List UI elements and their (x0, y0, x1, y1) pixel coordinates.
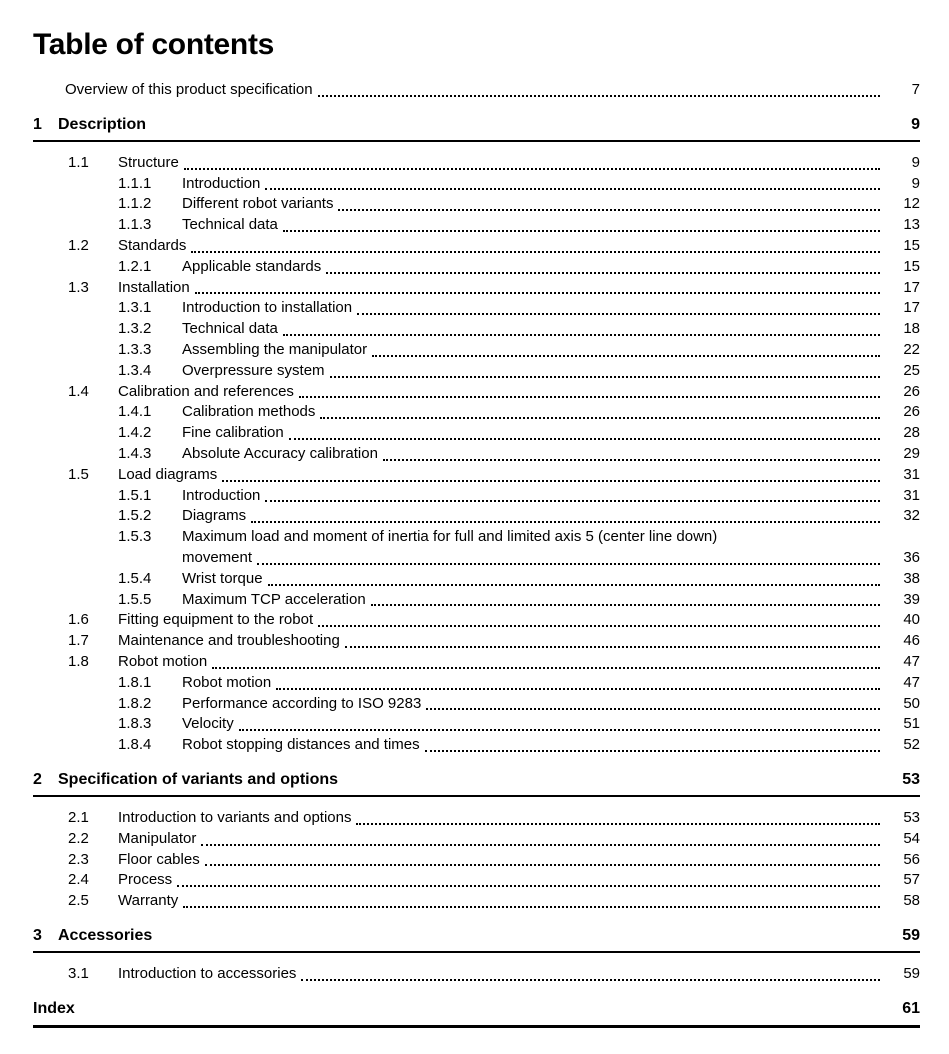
page-number: 50 (903, 694, 920, 712)
toc-entry-2-2[interactable] (33, 829, 920, 850)
page-number: 32 (903, 507, 920, 525)
toc-entry-3-1[interactable] (33, 964, 920, 985)
dot-leader (301, 979, 880, 981)
entry-title: Accessories (58, 926, 153, 944)
dot-leader (251, 521, 880, 523)
dot-leader (357, 313, 880, 315)
page-number: 40 (903, 611, 920, 629)
toc-entry-overview[interactable] (33, 80, 920, 101)
page-number: 12 (903, 195, 920, 213)
page-number: 46 (903, 632, 920, 650)
dot-leader (184, 168, 880, 170)
dot-leader (320, 417, 880, 419)
page-number: 26 (903, 382, 920, 400)
entry-number: 1.8.2 (118, 694, 152, 712)
entry-title: Warranty (118, 892, 179, 910)
entry-number: 1.3.4 (118, 361, 152, 379)
entry-number: 3 (33, 926, 42, 944)
entry-title: Installation (118, 278, 190, 296)
entry-number: 1.2 (68, 236, 89, 254)
dot-leader (239, 729, 880, 731)
page-number: 13 (903, 216, 920, 234)
entry-number: 1.5 (68, 465, 89, 483)
toc-entry-index[interactable] (33, 999, 920, 1028)
entry-number: 1.5.5 (118, 590, 152, 608)
toc-entry-1-1[interactable] (33, 153, 920, 174)
chapter-3-entries (33, 953, 920, 985)
dot-leader (338, 209, 880, 211)
dot-leader (177, 885, 880, 887)
entry-title: Manipulator (118, 829, 197, 847)
toc-entry-1-2-1[interactable] (33, 257, 920, 278)
toc-entry-1-1-1[interactable] (33, 174, 920, 195)
dot-leader (326, 272, 880, 274)
page-number: 59 (903, 964, 920, 982)
dot-leader (371, 604, 880, 606)
page-number: 53 (902, 770, 920, 788)
toc-entry-1-5-4[interactable] (33, 569, 920, 590)
entry-title: Introduction to accessories (118, 964, 297, 982)
entry-number: 1 (33, 115, 42, 133)
entry-title: Performance according to ISO 9283 (182, 694, 422, 712)
entry-title: Robot stopping distances and times (182, 736, 420, 754)
dot-leader (283, 334, 880, 336)
page-number: 9 (911, 174, 920, 192)
dot-leader (330, 376, 880, 378)
entry-title: Specification of variants and options (58, 770, 339, 788)
entry-title: Load diagrams (118, 465, 218, 483)
page-number: 7 (911, 81, 920, 98)
toc-entry-2-3[interactable] (33, 850, 920, 871)
entry-number: 1.3 (68, 278, 89, 296)
toc-entry-2-1[interactable] (33, 808, 920, 829)
entry-number: 1.8 (68, 652, 89, 670)
page-number: 15 (903, 236, 920, 254)
toc-entry-1-1-3[interactable] (33, 215, 920, 236)
toc-entry-1-8-3[interactable] (33, 714, 920, 735)
entry-title: Structure (118, 153, 179, 171)
entry-title: Floor cables (118, 850, 200, 868)
toc-entry-1-6[interactable] (33, 610, 920, 631)
entry-number: 1.8.4 (118, 736, 152, 754)
toc-entry-1-4[interactable] (33, 382, 920, 403)
entry-title: Technical data (182, 320, 278, 338)
toc-entry-2-5[interactable] (33, 891, 920, 912)
entry-number: 1.8.3 (118, 715, 152, 733)
entry-title: Velocity (182, 715, 234, 733)
dot-leader (212, 667, 880, 669)
toc-entry-1-1-2[interactable] (33, 194, 920, 215)
page-number: 61 (902, 999, 920, 1017)
page-number: 52 (903, 736, 920, 754)
entry-title: Maximum load and moment of inertia for full and limited axis 5 (center line down) (182, 528, 718, 546)
entry-number: 1.5.1 (118, 486, 152, 504)
toc-entry-1-5-2[interactable] (33, 506, 920, 527)
page-number: 9 (911, 153, 920, 171)
toc-entry-1-3-3[interactable] (33, 340, 920, 361)
toc-entry-1-7[interactable] (33, 631, 920, 652)
entry-title: Fine calibration (182, 424, 284, 442)
entry-number: 1.8.1 (118, 673, 152, 691)
dot-leader (191, 251, 880, 253)
entry-number: 1.4 (68, 382, 89, 400)
toc-entry-1-3[interactable] (33, 278, 920, 299)
dot-leader (268, 584, 880, 586)
entry-title: Calibration and references (118, 382, 294, 400)
dot-leader (265, 188, 880, 190)
toc-entry-1-3-4[interactable] (33, 361, 920, 382)
toc-entry-1-5-1[interactable] (33, 486, 920, 507)
page-number: 36 (903, 548, 920, 566)
entry-number: 1.3.3 (118, 340, 152, 358)
entry-number: 1.7 (68, 632, 89, 650)
entry-title: Introduction (182, 486, 261, 504)
entry-number: 2 (33, 770, 42, 788)
entry-title: Robot motion (118, 652, 208, 670)
page-number: 59 (902, 926, 920, 944)
dot-leader (345, 646, 880, 648)
entry-title: Technical data (182, 216, 278, 234)
dot-leader (276, 688, 880, 690)
entry-number: 1.1.1 (118, 174, 152, 192)
toc-entry-1-4-1[interactable] (33, 402, 920, 423)
dot-leader (195, 292, 880, 294)
page-number: 56 (903, 850, 920, 868)
entry-title: Fitting equipment to the robot (118, 611, 314, 629)
page-number: 53 (903, 808, 920, 826)
entry-number: 1.6 (68, 611, 89, 629)
page-number: 47 (903, 673, 920, 691)
dot-leader (283, 230, 880, 232)
dot-leader (257, 563, 880, 565)
entry-number: 2.3 (68, 850, 89, 868)
entry-title: Assembling the manipulator (182, 340, 368, 358)
entry-number: 1.5.4 (118, 569, 152, 587)
page-number: 58 (903, 892, 920, 910)
chapter-1-entries (33, 142, 920, 756)
page-number: 54 (903, 829, 920, 847)
entry-number: 1.1 (68, 153, 89, 171)
dot-leader (318, 95, 880, 97)
dot-leader (425, 750, 880, 752)
page-number: 38 (903, 569, 920, 587)
entry-title: Robot motion (182, 673, 272, 691)
entry-number: 2.2 (68, 829, 89, 847)
dot-leader (318, 625, 880, 627)
chapter-3-heading[interactable] (33, 926, 920, 953)
toc-chapter-3 (33, 926, 920, 985)
toc-list (33, 80, 920, 1028)
entry-number: 2.4 (68, 871, 89, 889)
entry-title: Maximum TCP acceleration (182, 590, 366, 608)
entry-title: movement (182, 548, 253, 566)
toc-entry-1-4-2[interactable] (33, 423, 920, 444)
toc-entry-1-5-3[interactable] (33, 527, 920, 548)
dot-leader (426, 708, 880, 710)
page-title: Table of contents (33, 28, 275, 61)
page-number: 26 (903, 403, 920, 421)
entry-title: Description (58, 115, 147, 133)
page-number: 25 (903, 361, 920, 379)
toc-entry-1-8[interactable] (33, 652, 920, 673)
page-number: 18 (903, 320, 920, 338)
entry-number: 1.4.3 (118, 444, 152, 462)
chapter-1-heading[interactable] (33, 115, 920, 142)
dot-leader (222, 480, 880, 482)
toc-entry-1-5[interactable] (33, 465, 920, 486)
page-number: 39 (903, 590, 920, 608)
toc-chapter-2 (33, 770, 920, 912)
chapter-2-entries (33, 797, 920, 912)
entry-title: Calibration methods (182, 403, 316, 421)
page-number: 57 (903, 871, 920, 889)
page-number: 9 (911, 115, 920, 133)
page-number: 31 (903, 465, 920, 483)
dot-leader (299, 396, 880, 398)
toc-entry-1-4-3[interactable] (33, 444, 920, 465)
entry-number: 1.3.1 (118, 299, 152, 317)
entry-title: Standards (118, 236, 187, 254)
entry-number: 1.2.1 (118, 257, 152, 275)
toc-entry-1-3-2[interactable] (33, 319, 920, 340)
dot-leader (265, 500, 880, 502)
page-number: 31 (903, 486, 920, 504)
entry-title: Wrist torque (182, 569, 263, 587)
entry-number: 1.1.2 (118, 195, 152, 213)
entry-title: Different robot variants (182, 195, 334, 213)
entry-number: 1.4.2 (118, 424, 152, 442)
toc-entry-1-8-2[interactable] (33, 694, 920, 715)
entry-number: 1.5.2 (118, 507, 152, 525)
page-number: 29 (903, 444, 920, 462)
dot-leader (201, 844, 880, 846)
entry-title: Overview of this product specification (65, 81, 313, 98)
toc-entry-1-3-1[interactable] (33, 298, 920, 319)
dot-leader (205, 864, 880, 866)
entry-title: Maintenance and troubleshooting (118, 632, 340, 650)
entry-number: 2.1 (68, 808, 89, 826)
page-number: 47 (903, 652, 920, 670)
toc-entry-1-8-1[interactable] (33, 673, 920, 694)
page-number: 51 (903, 715, 920, 733)
entry-number: 1.1.3 (118, 216, 152, 234)
page-number: 17 (903, 299, 920, 317)
toc-entry-1-5-3-continued[interactable] (33, 548, 920, 569)
chapter-2-heading[interactable] (33, 770, 920, 797)
entry-title: Applicable standards (182, 257, 322, 275)
page-number: 17 (903, 278, 920, 296)
page-number: 22 (903, 340, 920, 358)
toc-entry-1-8-4[interactable] (33, 735, 920, 756)
dot-leader (383, 459, 880, 461)
dot-leader (372, 355, 880, 357)
entry-number: 1.3.2 (118, 320, 152, 338)
dot-leader (183, 906, 880, 908)
entry-title: Introduction to variants and options (118, 808, 352, 826)
toc-entry-1-5-5[interactable] (33, 590, 920, 611)
entry-title: Diagrams (182, 507, 247, 525)
toc-entry-2-4[interactable] (33, 870, 920, 891)
entry-title: Introduction to installation (182, 299, 353, 317)
toc-chapter-1 (33, 115, 920, 756)
dot-leader (356, 823, 880, 825)
page-number: 15 (903, 257, 920, 275)
entry-title: Index (33, 999, 75, 1017)
entry-number: 3.1 (68, 964, 89, 982)
toc-entry-1-2[interactable] (33, 236, 920, 257)
entry-number: 2.5 (68, 892, 89, 910)
page-number: 28 (903, 424, 920, 442)
entry-title: Absolute Accuracy calibration (182, 444, 378, 462)
entry-title: Process (118, 871, 173, 889)
dot-leader (289, 438, 880, 440)
entry-number: 1.5.3 (118, 528, 152, 546)
entry-title: Overpressure system (182, 361, 325, 379)
entry-number: 1.4.1 (118, 403, 152, 421)
entry-title: Introduction (182, 174, 261, 192)
